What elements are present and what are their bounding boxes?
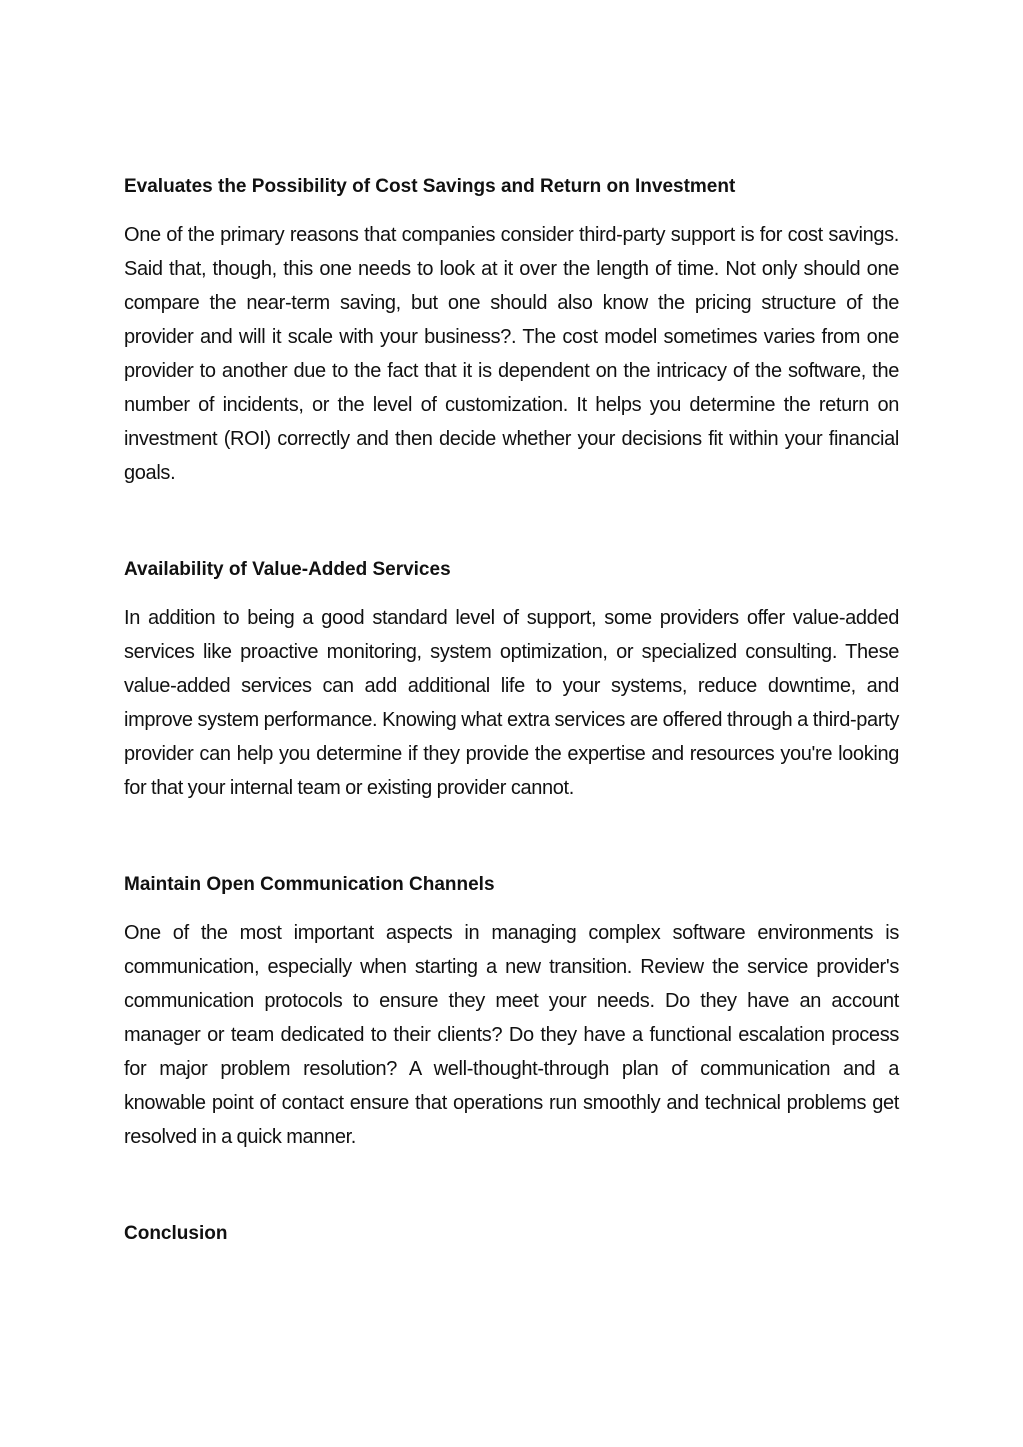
section-spacer xyxy=(124,490,899,555)
section-heading: Availability of Value-Added Services xyxy=(124,559,451,580)
section-spacer xyxy=(124,805,899,870)
section-cost-savings xyxy=(124,172,899,490)
section-heading: Maintain Open Communication Channels xyxy=(124,874,495,895)
section-value-added-services xyxy=(124,555,899,805)
section-heading: Conclusion xyxy=(124,1223,228,1244)
document-page xyxy=(124,172,899,1265)
section-paragraph: One of the primary reasons that companies consider third-party support is for cost savings. Said that, though, this one needs to look at it over the length of time. Not only should one compare the near-term saving, but one should also know the pricing structure of the provider and will it scale with your business?. The cost model sometimes varies from one provider to another due to the fact that it is dependent on the intricacy of the software, the number of incidents, or the level of customization. It helps you determine the return on investment (ROI) correctly and then decide whether your decisions fit within your financial goals. xyxy=(124,224,899,484)
section-conclusion xyxy=(124,1219,899,1249)
section-paragraph: One of the most important aspects in managing complex software environments is communication, especially when starting a new transition. Review the service provider's communication protocols to ensure they meet your needs. Do they have an account manager or team dedicated to their clients? Do they have a functional escalation process for major problem resolution? A well-thought-through plan of communication and a knowable point of contact ensure that operations run smoothly and technical problems get resolved in a quick manner. xyxy=(124,922,899,1148)
section-paragraph: In addition to being a good standard level of support, some providers offer value-added services like proactive monitoring, system optimization, or specialized consulting. These value-added services can add additional life to your systems, reduce downtime, and improve system performance. Knowing what extra services are offered through a third-party provider can help you determine if they provide the expertise and resources you're looking for that your internal team or existing provider cannot. xyxy=(124,607,899,799)
section-spacer xyxy=(124,1154,899,1219)
section-communication-channels xyxy=(124,870,899,1154)
section-heading: Evaluates the Possibility of Cost Savings and Return on Investment xyxy=(124,176,736,197)
